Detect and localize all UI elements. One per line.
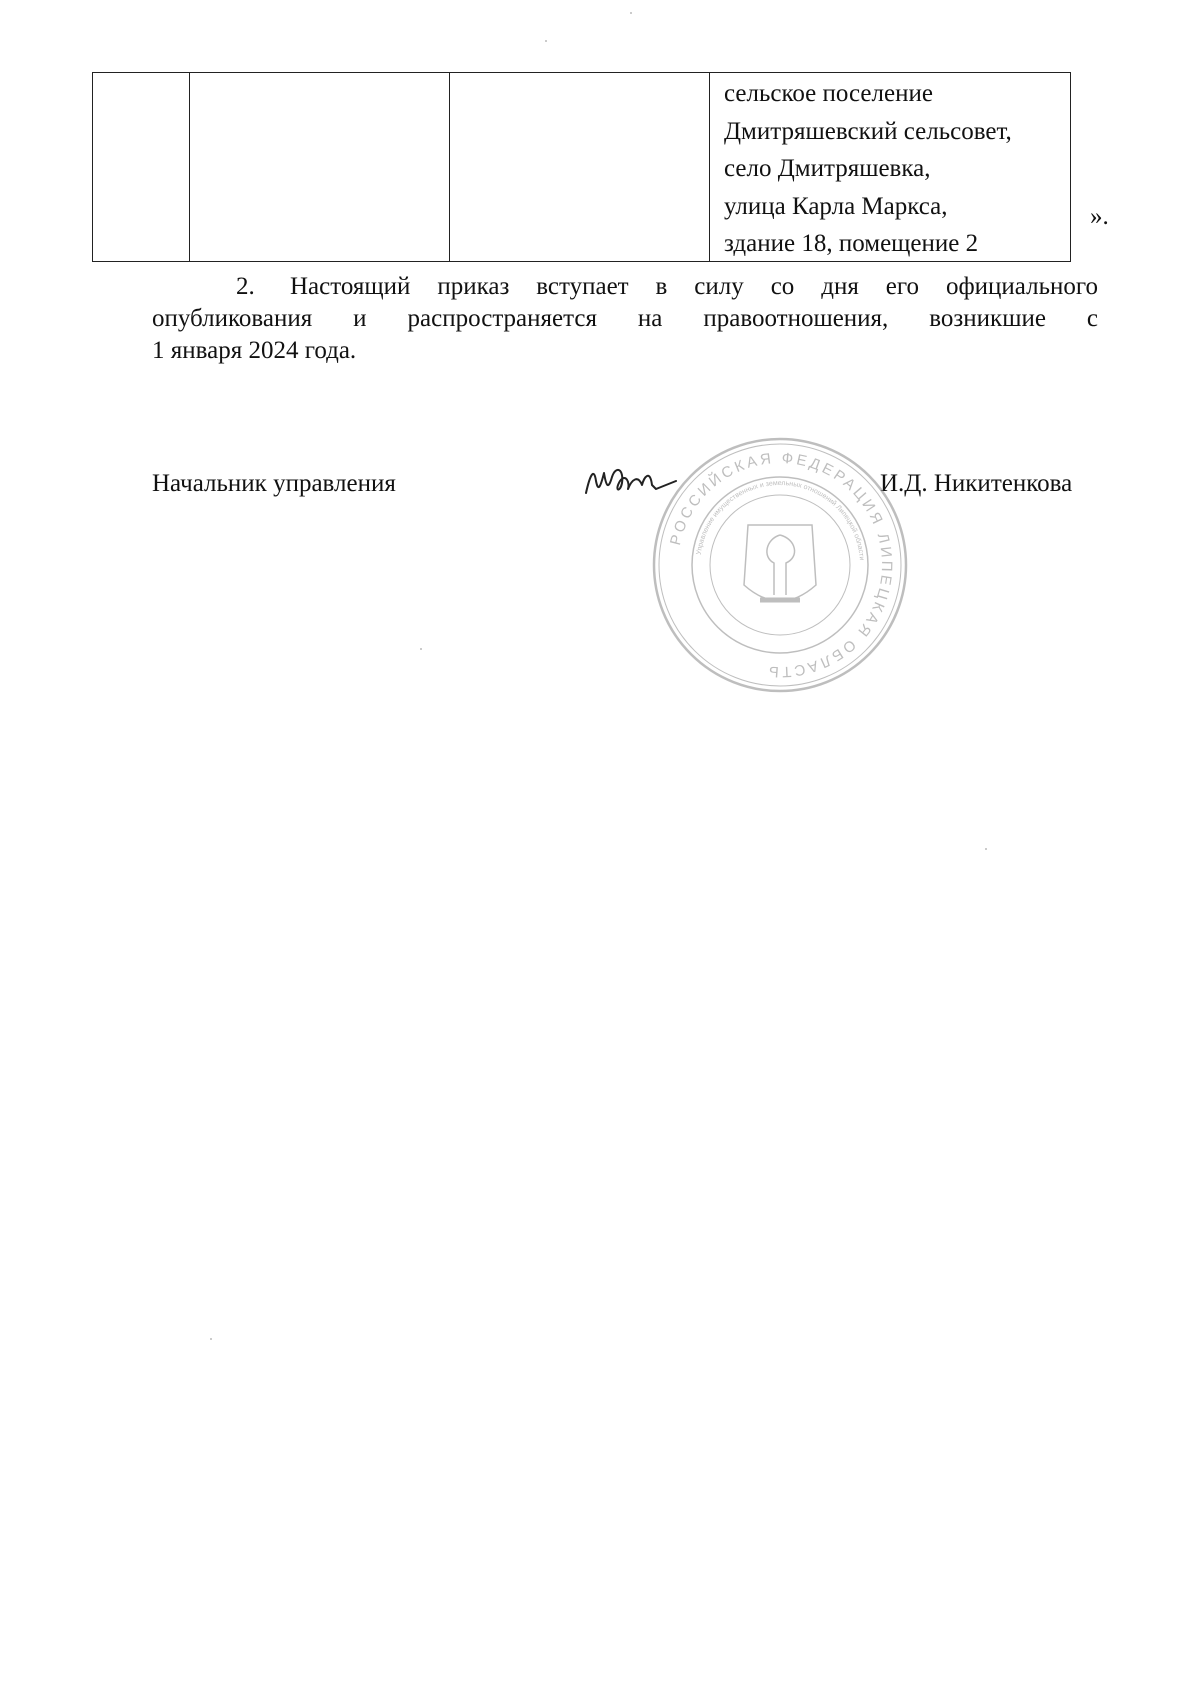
signer-name: И.Д. Никитенкова <box>880 470 1073 497</box>
official-seal <box>650 435 910 695</box>
paragraph-2 <box>152 271 1098 367</box>
address-line: сельское поселение <box>724 80 933 107</box>
paragraph-line-3: 1 января 2024 года. <box>152 337 357 364</box>
scan-speck <box>630 12 632 14</box>
seal-outer-text: РОССИЙСКАЯ ФЕДЕРАЦИЯ ЛИПЕЦКАЯ ОБЛАСТЬ <box>666 449 896 681</box>
seal-inner-text: Управление имущественных и земельных отношений Липецкой области <box>695 479 865 561</box>
address-line: село Дмитряшевка, <box>724 155 931 182</box>
paragraph-line-2: опубликования и распространяется на правоотношения, возникшие с <box>152 305 1098 332</box>
address-line: Дмитряшевский сельсовет, <box>724 117 1012 145</box>
table-cell-empty-2 <box>190 73 450 262</box>
signer-position: Начальник управления <box>152 470 396 497</box>
scan-speck <box>210 1338 212 1340</box>
paragraph-number: 2. <box>236 273 255 300</box>
address-cell <box>710 73 1071 262</box>
paragraph-line-1: 2. Настоящий приказ вступает в силу со дня его официального <box>152 271 1098 303</box>
document-table <box>92 72 1071 262</box>
table-row <box>93 73 1071 262</box>
closing-quote: ». <box>1090 203 1109 230</box>
scan-speck <box>420 648 422 650</box>
scan-speck <box>985 848 987 850</box>
scan-speck <box>545 40 547 42</box>
table-cell-empty-1 <box>93 73 190 262</box>
address-line: здание 18, помещение 2 <box>724 230 979 257</box>
address-line: улица Карла Маркса, <box>724 192 948 220</box>
table-cell-empty-3 <box>450 73 710 262</box>
